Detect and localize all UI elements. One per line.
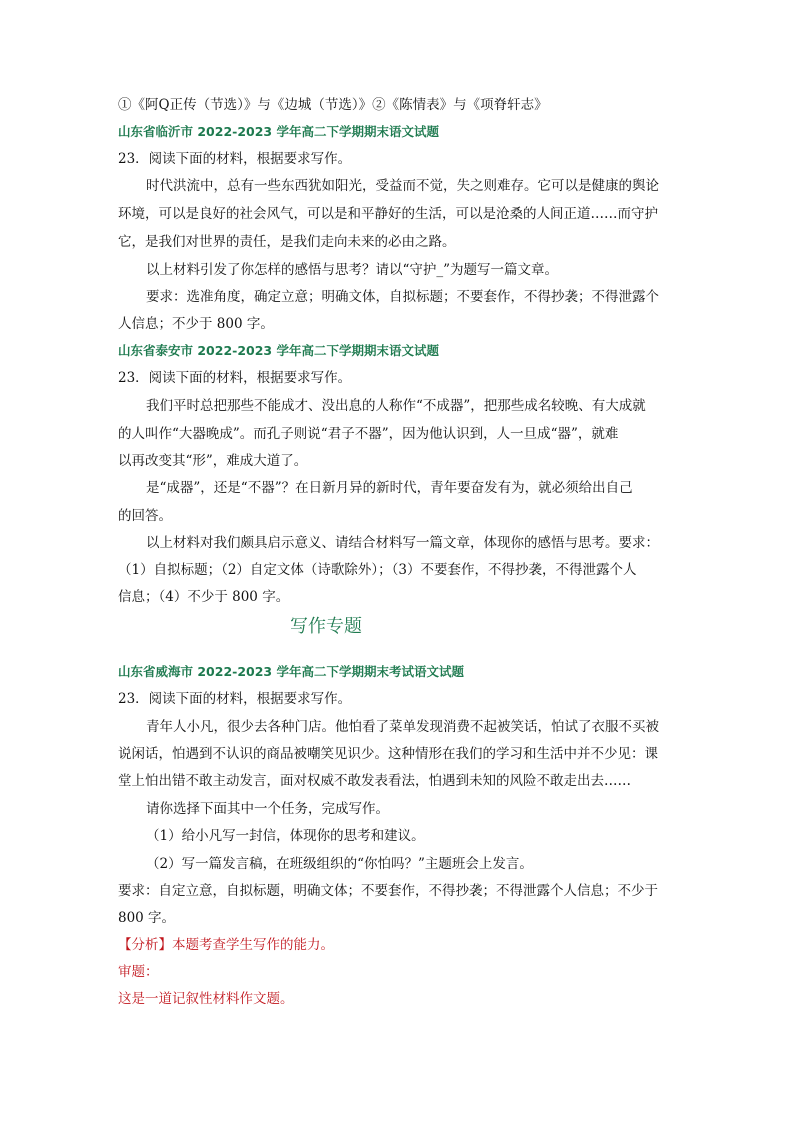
source-weihai: 山东省威海市 2022-2023 学年高二下学期期末考试语文试题 [118, 664, 464, 679]
paragraph-line: （1）自拟标题；（2）自定文体（诗歌除外）；（3）不要套作，不得抄袭，不得泄露个人 [118, 562, 637, 578]
review-text: 这是一道记叙性材料作文题。 [118, 991, 294, 1007]
requirement-line: 人信息；不少于 800 字。 [118, 316, 274, 332]
source-taian: 山东省泰安市 2022-2023 学年高二下学期期末语文试题 [118, 343, 439, 358]
paragraph-line: 的人叫作“大器晚成”。而孔子则说“君子不器”，因为他认识到，人一旦成“器”，就难 [118, 426, 619, 442]
requirement-line: 要求：自定立意，自拟标题，明确文体；不要套作，不得抄袭；不得泄露个人信息；不少于 [118, 883, 658, 899]
requirement-line: 要求：选准角度，确定立意；明确文体，自拟标题；不要套作，不得抄袭；不得泄露个 [146, 289, 659, 305]
question-number: 23．阅读下面的材料，根据要求写作。 [118, 691, 352, 707]
top-reference-line: ①《阿Q正传（节选）》与《边城（节选）》②《陈情表》与《项脊轩志》 [118, 97, 548, 113]
paragraph-line: 以再改变其“形”，难成大道了。 [118, 453, 308, 469]
question-number: 23．阅读下面的材料，根据要求写作。 [118, 151, 352, 167]
paragraph-line: 以上材料对我们颇具启示意义、请结合材料写一篇文章，体现你的感悟与思考。要求： [146, 535, 659, 551]
paragraph-line: 的回答。 [118, 508, 172, 524]
review-label: 审题： [118, 964, 159, 980]
task-option: （2）写一篇发言稿，在班级组织的“你怕吗？”主题班会上发言。 [146, 856, 533, 872]
paragraph-line: 信息；（4）不少于 800 字。 [118, 589, 290, 605]
paragraph-line: 请你选择下面其中一个任务，完成写作。 [146, 801, 389, 817]
paragraph-line: 青年人小凡，很少去各种门店。他怕看了菜单发现消费不起被笑话，怕试了衣服不买被 [146, 719, 659, 735]
paragraph-line: 是“成器”，还是“不器”？在日新月异的新时代，青年要奋发有为，就必须给出自己 [146, 480, 633, 496]
analysis-line [118, 932, 678, 959]
requirement-line: 800 字。 [118, 910, 176, 926]
paragraph-line: 以上材料引发了你怎样的感悟与思考？请以“守护_”为题写一篇文章。 [146, 262, 559, 278]
question-number: 23．阅读下面的材料，根据要求写作。 [118, 370, 352, 386]
paragraph-line: 它，是我们对世界的责任，是我们走向未来的必由之路。 [118, 234, 456, 250]
paragraph-line: 时代洪流中，总有一些东西犹如阳光，受益而不觉，失之则难存。它可以是健康的舆论 [146, 178, 659, 194]
paragraph-line: 堂上怕出错不敢主动发言，面对权威不敢发表看法，怕遇到未知的风险不敢走出去…… [118, 773, 631, 789]
section-heading: 写作专题 [290, 616, 362, 637]
paragraph-line: 我们平时总把那些不能成才、没出息的人称作“不成器”，把那些成名较晚、有大成就 [146, 398, 646, 414]
task-option: （1）给小凡写一封信，体现你的思考和建议。 [146, 828, 425, 844]
paragraph-line: 环境，可以是良好的社会风气，可以是和平静好的生活，可以是沧桑的人间正道……而守护 [118, 206, 658, 222]
analysis-text: 本题考查学生写作的能力。 [172, 937, 334, 953]
analysis-tag: 【分析】 [118, 937, 172, 953]
paragraph-line: 说闲话，怕遇到不认识的商品被嘲笑见识少。这种情形在我们的学习和生活中并不少见：课 [118, 746, 658, 762]
source-linyi: 山东省临沂市 2022-2023 学年高二下学期期末语文试题 [118, 124, 439, 139]
